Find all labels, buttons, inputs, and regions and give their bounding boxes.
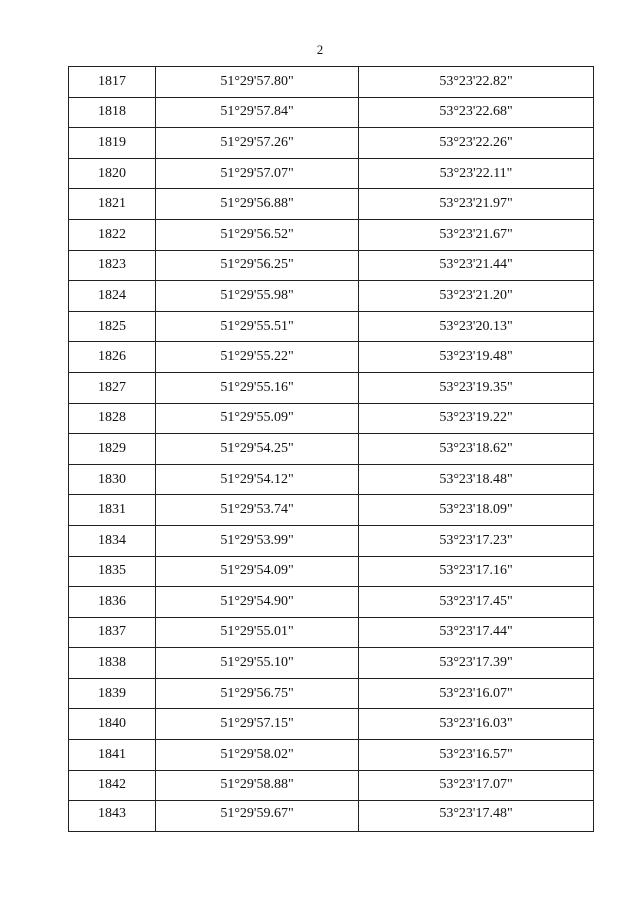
coordinates-table xyxy=(68,66,594,832)
point-id-cell: 1837 xyxy=(69,617,156,648)
table-row xyxy=(69,97,594,128)
longitude-cell: 53°23'17.16" xyxy=(359,556,594,587)
longitude-cell: 53°23'21.97" xyxy=(359,189,594,220)
page-number: 2 xyxy=(316,42,324,57)
table-row xyxy=(69,128,594,159)
latitude-cell: 51°29'54.12" xyxy=(156,464,359,495)
table-row xyxy=(69,678,594,709)
longitude-cell: 53°23'21.67" xyxy=(359,219,594,250)
point-id-cell: 1835 xyxy=(69,556,156,587)
longitude-cell: 53°23'16.03" xyxy=(359,709,594,740)
latitude-cell: 51°29'56.88" xyxy=(156,189,359,220)
latitude-cell: 51°29'55.01" xyxy=(156,617,359,648)
coordinates-table-body xyxy=(69,67,594,832)
table-row xyxy=(69,709,594,740)
latitude-cell: 51°29'57.80" xyxy=(156,67,359,98)
point-id-cell: 1830 xyxy=(69,464,156,495)
longitude-cell: 53°23'18.48" xyxy=(359,464,594,495)
table-row xyxy=(69,525,594,556)
table-row xyxy=(69,67,594,98)
point-id-cell: 1829 xyxy=(69,434,156,465)
latitude-cell: 51°29'59.67" xyxy=(156,801,359,832)
longitude-cell: 53°23'19.35" xyxy=(359,372,594,403)
table-row xyxy=(69,342,594,373)
point-id-cell: 1822 xyxy=(69,219,156,250)
table-row xyxy=(69,403,594,434)
longitude-cell: 53°23'17.07" xyxy=(359,770,594,801)
point-id-cell: 1827 xyxy=(69,372,156,403)
point-id-cell: 1824 xyxy=(69,281,156,312)
table-row xyxy=(69,372,594,403)
latitude-cell: 51°29'55.51" xyxy=(156,311,359,342)
latitude-cell: 51°29'55.10" xyxy=(156,648,359,679)
point-id-cell: 1831 xyxy=(69,495,156,526)
table-row xyxy=(69,740,594,771)
longitude-cell: 53°23'22.26" xyxy=(359,128,594,159)
table-row xyxy=(69,617,594,648)
longitude-cell: 53°23'21.44" xyxy=(359,250,594,281)
point-id-cell: 1823 xyxy=(69,250,156,281)
point-id-cell: 1841 xyxy=(69,740,156,771)
latitude-cell: 51°29'57.26" xyxy=(156,128,359,159)
longitude-cell: 53°23'22.82" xyxy=(359,67,594,98)
table-row xyxy=(69,250,594,281)
latitude-cell: 51°29'55.09" xyxy=(156,403,359,434)
table-row xyxy=(69,495,594,526)
longitude-cell: 53°23'22.68" xyxy=(359,97,594,128)
longitude-cell: 53°23'19.48" xyxy=(359,342,594,373)
point-id-cell: 1843 xyxy=(69,801,156,832)
latitude-cell: 51°29'55.16" xyxy=(156,372,359,403)
longitude-cell: 53°23'19.22" xyxy=(359,403,594,434)
point-id-cell: 1839 xyxy=(69,678,156,709)
point-id-cell: 1826 xyxy=(69,342,156,373)
longitude-cell: 53°23'20.13" xyxy=(359,311,594,342)
latitude-cell: 51°29'55.22" xyxy=(156,342,359,373)
point-id-cell: 1825 xyxy=(69,311,156,342)
longitude-cell: 53°23'17.48" xyxy=(359,801,594,832)
table-row xyxy=(69,219,594,250)
point-id-cell: 1842 xyxy=(69,770,156,801)
latitude-cell: 51°29'54.09" xyxy=(156,556,359,587)
table-row xyxy=(69,648,594,679)
point-id-cell: 1821 xyxy=(69,189,156,220)
latitude-cell: 51°29'57.84" xyxy=(156,97,359,128)
longitude-cell: 53°23'16.07" xyxy=(359,678,594,709)
latitude-cell: 51°29'55.98" xyxy=(156,281,359,312)
table-row xyxy=(69,556,594,587)
longitude-cell: 53°23'17.44" xyxy=(359,617,594,648)
latitude-cell: 51°29'56.75" xyxy=(156,678,359,709)
longitude-cell: 53°23'17.23" xyxy=(359,525,594,556)
latitude-cell: 51°29'57.07" xyxy=(156,158,359,189)
point-id-cell: 1834 xyxy=(69,525,156,556)
table-row xyxy=(69,311,594,342)
latitude-cell: 51°29'58.02" xyxy=(156,740,359,771)
longitude-cell: 53°23'16.57" xyxy=(359,740,594,771)
point-id-cell: 1817 xyxy=(69,67,156,98)
longitude-cell: 53°23'17.45" xyxy=(359,587,594,618)
longitude-cell: 53°23'18.09" xyxy=(359,495,594,526)
point-id-cell: 1819 xyxy=(69,128,156,159)
latitude-cell: 51°29'57.15" xyxy=(156,709,359,740)
latitude-cell: 51°29'53.99" xyxy=(156,525,359,556)
latitude-cell: 51°29'58.88" xyxy=(156,770,359,801)
point-id-cell: 1818 xyxy=(69,97,156,128)
latitude-cell: 51°29'54.90" xyxy=(156,587,359,618)
longitude-cell: 53°23'17.39" xyxy=(359,648,594,679)
table-row xyxy=(69,189,594,220)
point-id-cell: 1840 xyxy=(69,709,156,740)
point-id-cell: 1836 xyxy=(69,587,156,618)
table-row xyxy=(69,587,594,618)
point-id-cell: 1820 xyxy=(69,158,156,189)
longitude-cell: 53°23'22.11" xyxy=(359,158,594,189)
point-id-cell: 1828 xyxy=(69,403,156,434)
latitude-cell: 51°29'53.74" xyxy=(156,495,359,526)
latitude-cell: 51°29'54.25" xyxy=(156,434,359,465)
longitude-cell: 53°23'18.62" xyxy=(359,434,594,465)
latitude-cell: 51°29'56.25" xyxy=(156,250,359,281)
latitude-cell: 51°29'56.52" xyxy=(156,219,359,250)
table-row xyxy=(69,801,594,832)
longitude-cell: 53°23'21.20" xyxy=(359,281,594,312)
table-row xyxy=(69,770,594,801)
point-id-cell: 1838 xyxy=(69,648,156,679)
table-row xyxy=(69,281,594,312)
table-row xyxy=(69,464,594,495)
table-row xyxy=(69,434,594,465)
table-row xyxy=(69,158,594,189)
